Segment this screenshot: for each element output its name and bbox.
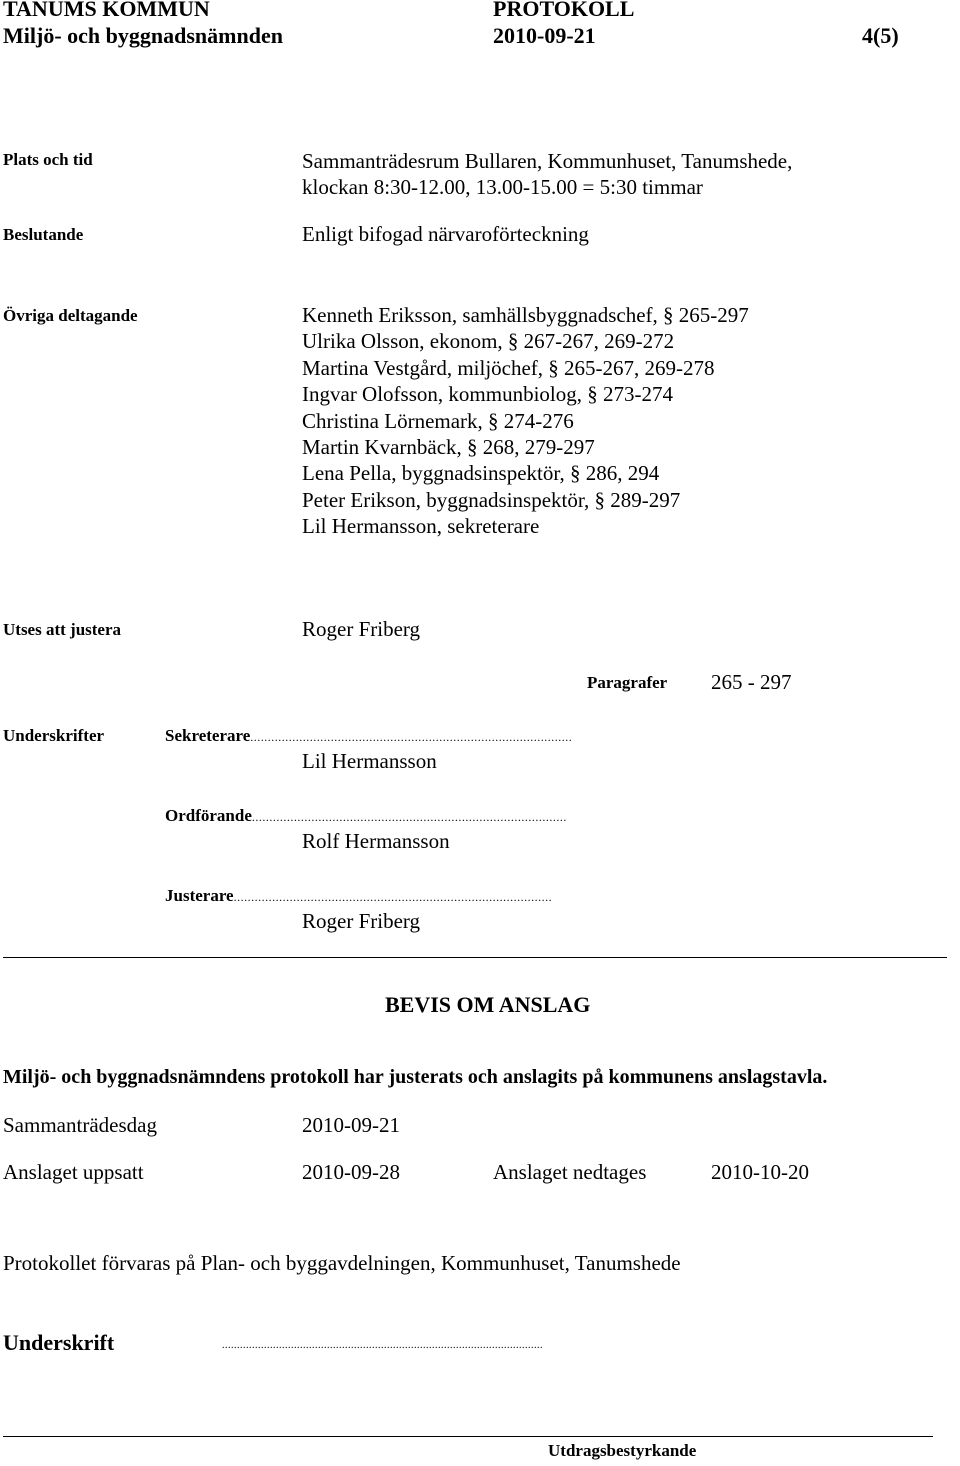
storage-statement: Protokollet förvaras på Plan- och byggavdelningen, Kommunhuset, Tanumshede	[3, 1251, 681, 1275]
posted-label: Anslaget uppsatt	[3, 1160, 144, 1184]
paragraphs-value: 265 - 297	[711, 670, 792, 694]
chair-label: Ordförande..........................................................................................	[165, 806, 567, 825]
participant-line: Lil Hermansson, sekreterare	[302, 514, 540, 538]
participant-line: Ulrika Olsson, ekonom, § 267-267, 269-272	[302, 329, 675, 353]
deciding-label: Beslutande	[3, 225, 84, 244]
place-line-2: klockan 8:30-12.00, 13.00-15.00 = 5:30 timmar	[302, 175, 703, 199]
org-name: TANUMS KOMMUN	[3, 0, 210, 21]
place-line-1: Sammanträdesrum Bullaren, Kommunhuset, Tanumshede,	[302, 149, 793, 173]
notice-statement: Miljö- och byggnadsnämndens protokoll har justerats och anslagits på kommunens anslagstavla.	[3, 1066, 828, 1088]
adjuster-name: Roger Friberg	[302, 909, 421, 933]
adjust-label: Utses att justera	[3, 620, 122, 639]
page-number: 4(5)	[862, 23, 899, 48]
adjust-value: Roger Friberg	[302, 617, 421, 641]
removed-label: Anslaget nedtages	[493, 1160, 647, 1184]
certified-label: Utdragsbestyrkande	[548, 1441, 697, 1460]
committee-name: Miljö- och byggnadsnämnden	[3, 23, 283, 48]
participant-line: Peter Erikson, byggnadsinspektör, § 289-297	[302, 488, 681, 512]
participant-line: Ingvar Olofsson, kommunbiolog, § 273-274	[302, 382, 673, 406]
removed-value: 2010-10-20	[711, 1160, 809, 1184]
participant-line: Martina Vestgård, miljöchef, § 265-267, 269-278	[302, 356, 715, 380]
chair-name: Rolf Hermansson	[302, 829, 450, 853]
participant-line: Christina Lörnemark, § 274-276	[302, 409, 574, 433]
others-label: Övriga deltagande	[3, 306, 138, 325]
paragraphs-label: Paragrafer	[587, 673, 668, 692]
participant-line: Martin Kvarnbäck, § 268, 279-297	[302, 435, 595, 459]
participant-line: Kenneth Eriksson, samhällsbyggnadschef, § 265-297	[302, 303, 749, 327]
adjuster-label: Justerare...........................................................................................	[165, 886, 553, 905]
section-divider	[3, 957, 947, 958]
signature-line: ...........................................................................................................	[222, 1340, 543, 1351]
meeting-date-header: 2010-09-21	[493, 23, 596, 48]
doc-type: PROTOKOLL	[493, 0, 635, 21]
footer-rule	[3, 1436, 933, 1437]
meeting-date-label: Sammanträdesdag	[3, 1113, 157, 1137]
posted-value: 2010-09-28	[302, 1160, 400, 1184]
signatures-label: Underskrifter	[3, 726, 105, 745]
place-label: Plats och tid	[3, 150, 93, 169]
secretary-name: Lil Hermansson	[302, 749, 437, 773]
notice-title: BEVIS OM ANSLAG	[385, 992, 591, 1017]
participant-line: Lena Pella, byggnadsinspektör, § 286, 294	[302, 461, 660, 485]
deciding-value: Enligt bifogad närvaroförteckning	[302, 222, 589, 246]
signature-label: Underskrift	[3, 1330, 115, 1355]
meeting-date-value: 2010-09-21	[302, 1113, 400, 1137]
secretary-label: Sekreterare............................................................................................	[165, 726, 573, 745]
